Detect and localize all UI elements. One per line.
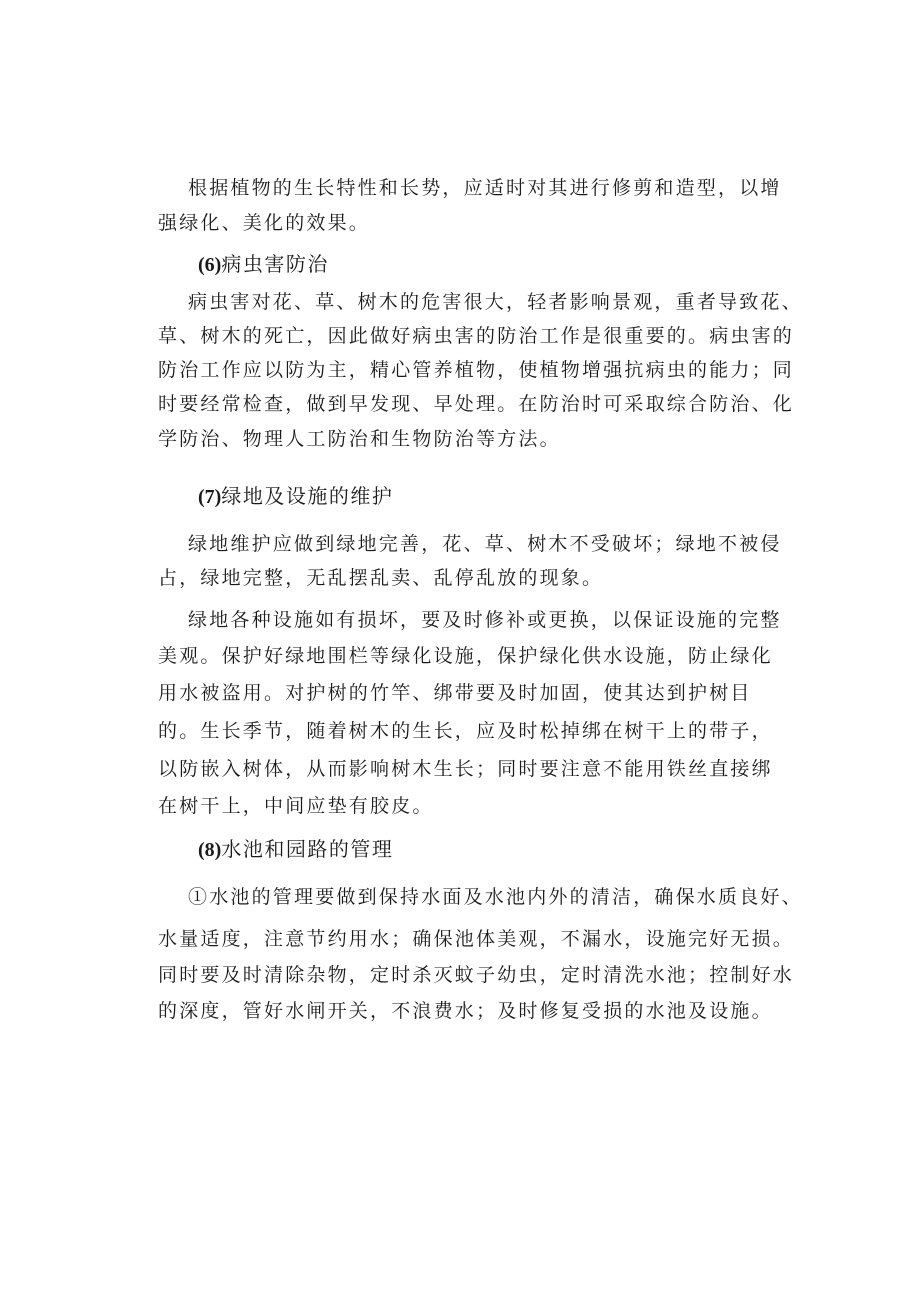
- section-7-paragraph-2-line-3: 用水被盗用。对护树的竹竿、绑带要及时加固，使其达到护树目: [158, 682, 752, 704]
- section-6-line-1: 病虫害对花、草、树木的危害很大，轻者影响景观，重者导致花、: [188, 291, 803, 313]
- section-6-line-4: 时要经常检查，做到早发现、早处理。在防治时可采取综合防治、化: [158, 393, 795, 415]
- section-7-paragraph-1-line-2: 占，绿地完整，无乱摆乱卖、乱停乱放的现象。: [158, 567, 604, 589]
- section-7-paragraph-2-line-2: 美观。保护好绿地围栏等绿化设施，保护绿化供水设施，防止绿化: [158, 645, 773, 667]
- section-7-paragraph-2-line-5: 以防嵌入树体，从而影响树木生长；同时要注意不能用铁丝直接绑: [158, 758, 773, 780]
- section-8-number: (8): [198, 839, 222, 861]
- pruning-paragraph-line-1: 根据植物的生长特性和长势，应适时对其进行修剪和造型，以增: [188, 177, 782, 199]
- pruning-paragraph-line-2: 强绿化、美化的效果。: [158, 212, 371, 234]
- section-6-line-3: 防治工作应以防为主，精心管养植物，使植物增强抗病虫的能力；同: [158, 359, 795, 381]
- section-7-title: 绿地及设施的维护: [221, 484, 394, 508]
- section-8-line-3: 同时要及时清除杂物，定时杀灭蚊子幼虫，定时清洗水池；控制好水: [158, 964, 795, 986]
- section-7-paragraph-1-line-1: 绿地维护应做到绿地完善，花、草、树木不受破坏；绿地不被侵: [188, 533, 782, 555]
- section-7-paragraph-2-line-1: 绿地各种设施如有损坏，要及时修补或更换，以保证设施的完整: [188, 609, 782, 631]
- section-7-paragraph-2-line-6: 在树干上，中间应垫有胶皮。: [158, 795, 434, 817]
- section-8-title: 水池和园路的管理: [221, 837, 394, 861]
- section-8-line-1: ①水池的管理要做到保持水面及水池内外的清洁，确保水质良好、: [188, 886, 803, 908]
- section-6-line-2: 草、树木的死亡，因此做好病虫害的防治工作是很重要的。病虫害的: [158, 325, 795, 347]
- section-6-line-5: 学防治、物理人工防治和生物防治等方法。: [158, 428, 561, 450]
- section-7-heading: [198, 483, 393, 510]
- section-8-line-4: 的深度，管好水闸开关，不浪费水；及时修复受损的水池及设施。: [158, 1000, 773, 1022]
- section-8-line-2: 水量适度，注意节约用水；确保池体美观，不漏水，设施完好无损。: [158, 928, 795, 950]
- section-6-title: 病虫害防治: [221, 252, 329, 276]
- section-7-number: (7): [198, 486, 222, 508]
- section-8-heading: [198, 836, 393, 863]
- section-7-paragraph-2-line-4: 的。生长季节，随着树木的生长，应及时松掉绑在树干上的带子，: [158, 720, 773, 742]
- section-6-number: (6): [198, 254, 222, 276]
- section-6-heading: [198, 251, 329, 278]
